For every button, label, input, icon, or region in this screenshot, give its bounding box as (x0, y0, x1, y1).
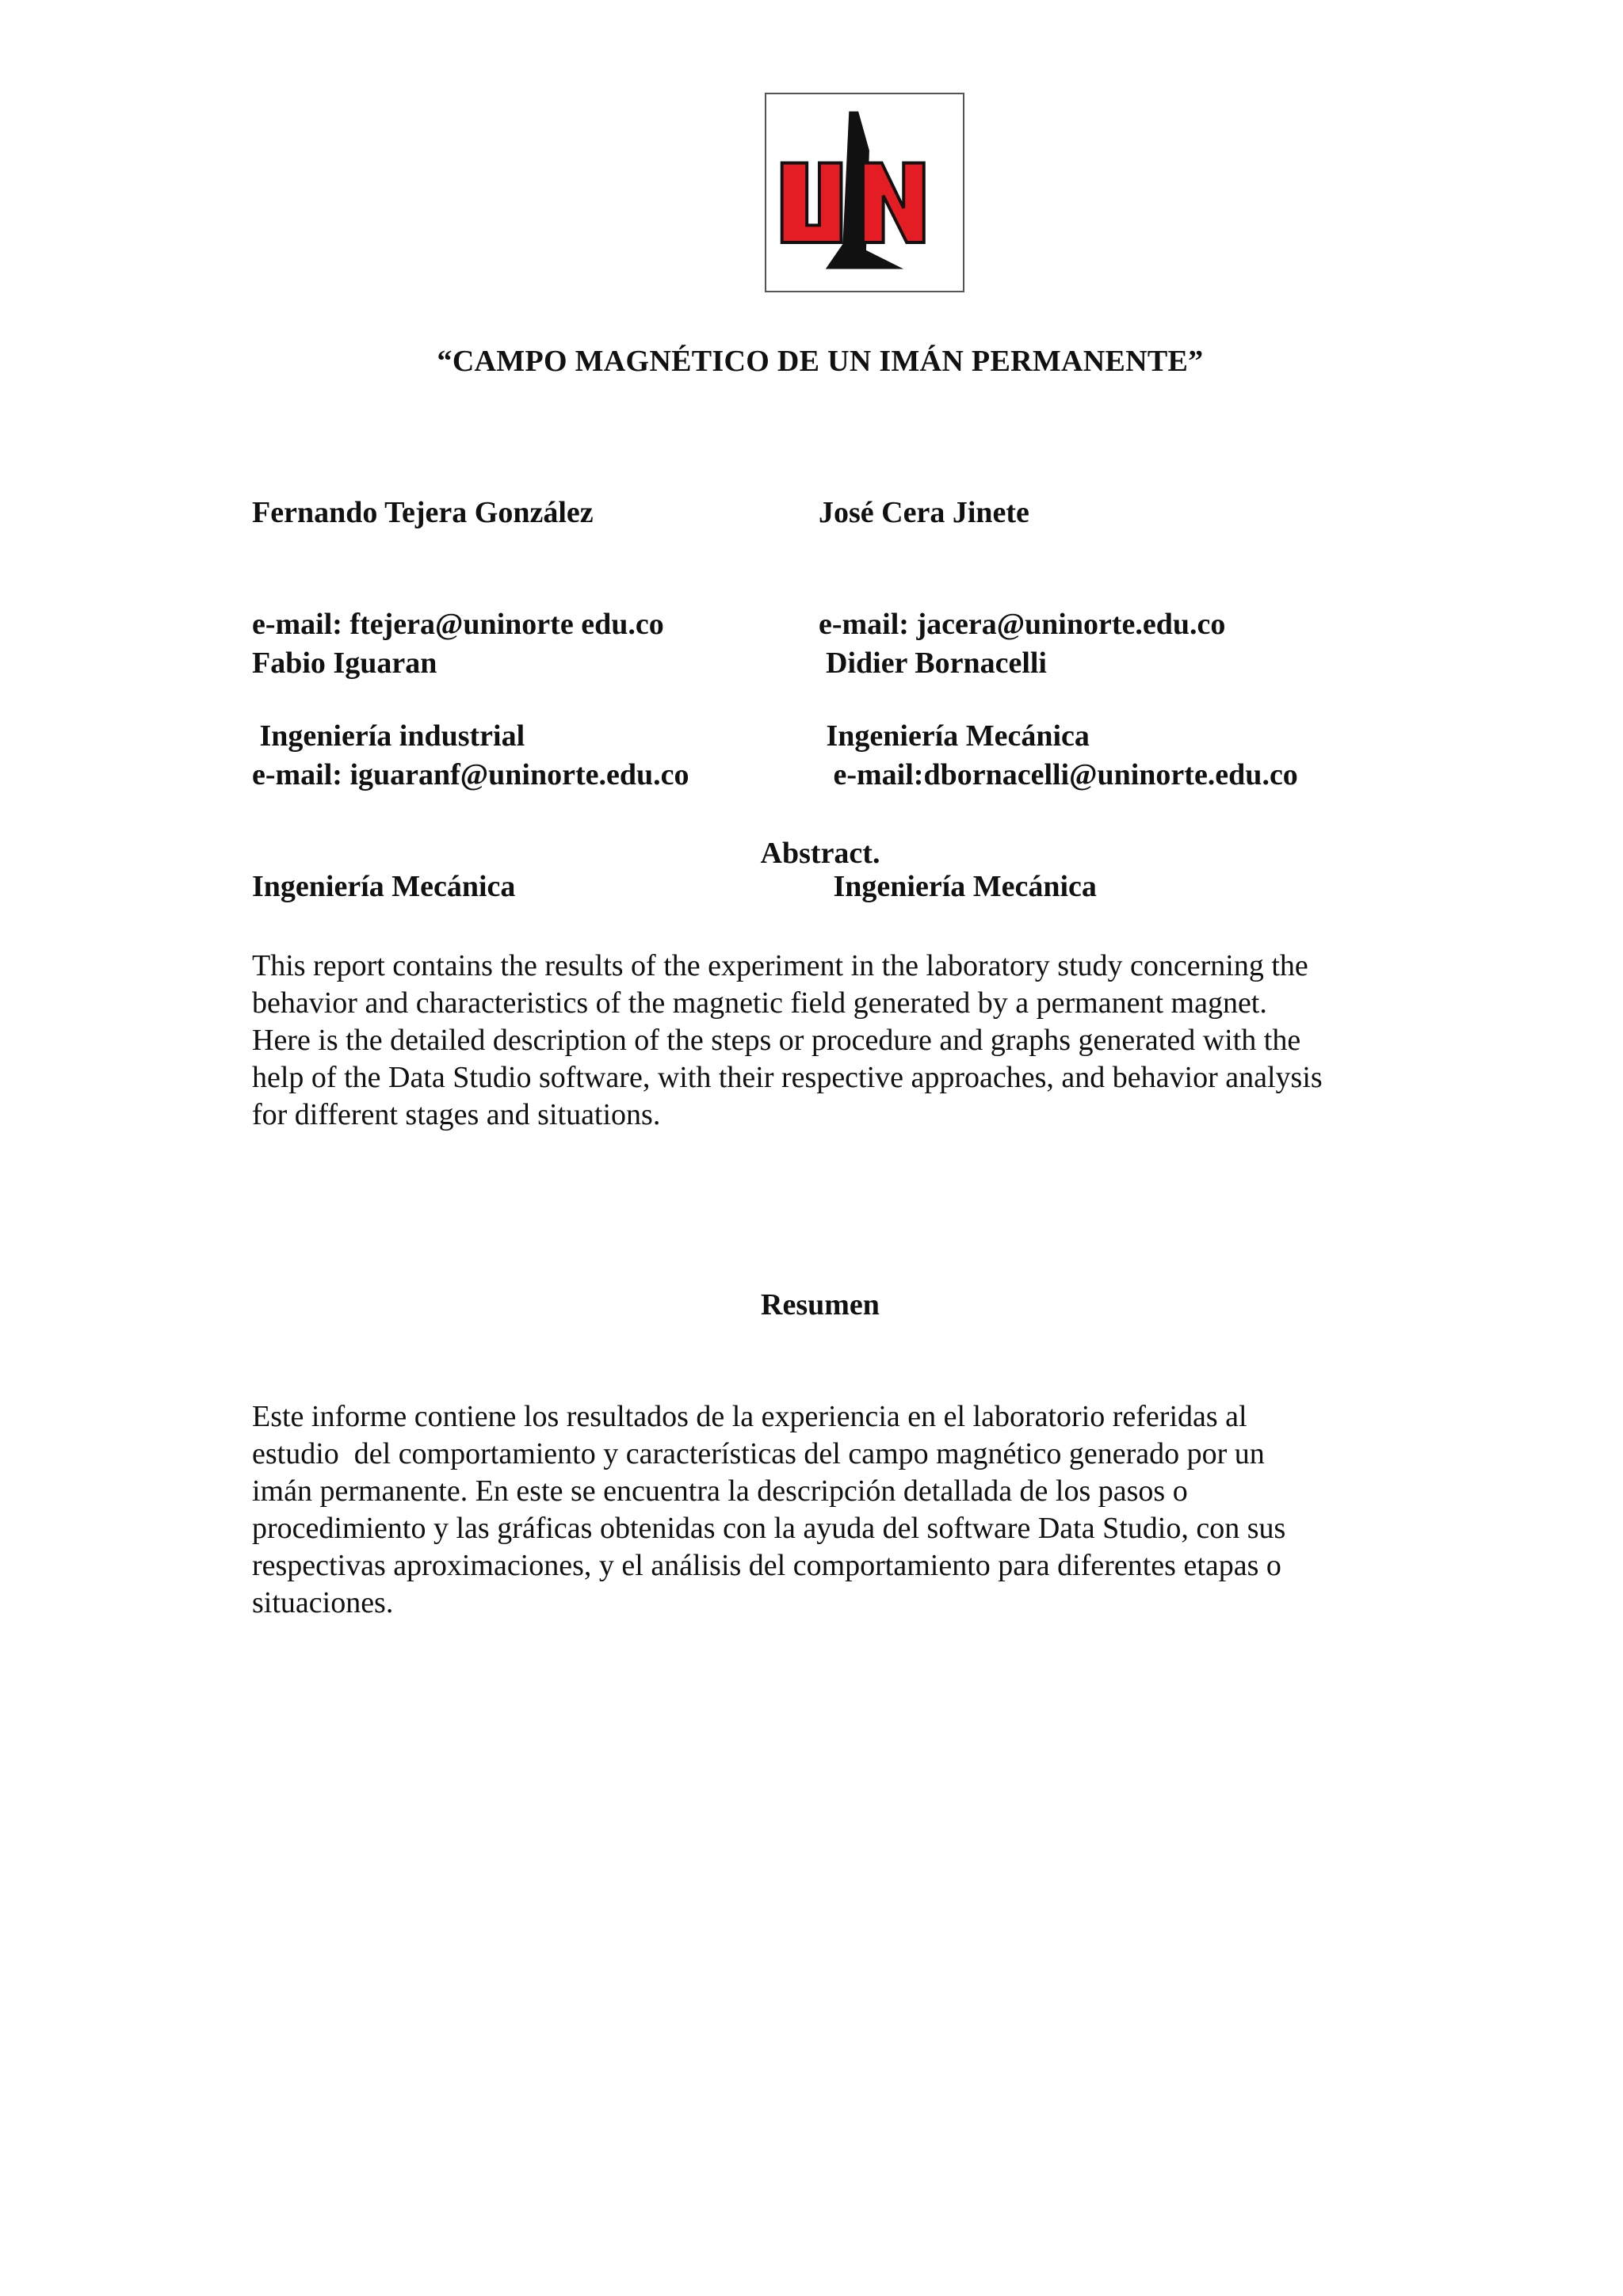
author-program: Ingeniería industrial (252, 719, 525, 753)
abstract-heading: Abstract. (760, 837, 880, 870)
university-logo (765, 93, 964, 292)
author-name: José Cera Jinete (819, 496, 1029, 529)
author-program: Ingeniería Mecánica (819, 719, 1090, 753)
logo-letter-u (782, 163, 842, 242)
author-name: Fabio Iguaran (252, 646, 437, 680)
resumen-paragraph (252, 1398, 1409, 1622)
abstract-line: Here is the detailed description of the steps or procedure and graphs generated with the (252, 1024, 1301, 1057)
resumen-line: procedimiento y las gráficas obtenidas con la ayuda del software Data Studio, con sus (252, 1512, 1286, 1545)
logo-letter-n (863, 163, 924, 242)
abstract-line: behavior and characteristics of the magnetic field generated by a permanent magnet. (252, 986, 1267, 1020)
document-title: “CAMPO MAGNÉTICO DE UN IMÁN PERMANENTE” (437, 345, 1204, 378)
author-email: e-mail: iguaranf@uninorte.edu.co (252, 758, 689, 791)
resumen-line: imán permanente. En este se encuentra la descripción detallada de los pasos o (252, 1474, 1188, 1508)
author-name: Fernando Tejera González (252, 496, 594, 529)
un-star-logo-icon (766, 94, 963, 291)
abstract-line: help of the Data Studio software, with their respective approaches, and behavior analysis (252, 1061, 1323, 1094)
abstract-line: This report contains the results of the experiment in the laboratory study concerning the (252, 949, 1308, 982)
abstract-paragraph (252, 948, 1409, 1134)
resumen-line: Este informe contiene los resultados de la experiencia en el laboratorio referidas al (252, 1400, 1247, 1433)
author-block (252, 570, 689, 943)
author-name: Didier Bornacelli (826, 646, 1047, 680)
author-block (826, 570, 1298, 943)
author-email: e-mail:dbornacelli@uninorte.edu.co (826, 758, 1298, 791)
abstract-line: for different stages and situations. (252, 1098, 661, 1131)
resumen-heading: Resumen (761, 1288, 880, 1322)
author-program: Ingeniería Mecánica (826, 870, 1097, 903)
author-program: Ingeniería Mecánica (252, 870, 516, 903)
author-email: e-mail: jacera@uninorte.edu.co (819, 608, 1226, 641)
author-email: e-mail: ftejera@uninorte edu.co (252, 608, 664, 641)
resumen-line: respectivas aproximaciones, y el análisis del comportamiento para diferentes etapas o (252, 1549, 1281, 1582)
resumen-line: estudio del comportamiento y características del campo magnético generado por un (252, 1437, 1265, 1470)
resumen-line: situaciones. (252, 1586, 394, 1619)
